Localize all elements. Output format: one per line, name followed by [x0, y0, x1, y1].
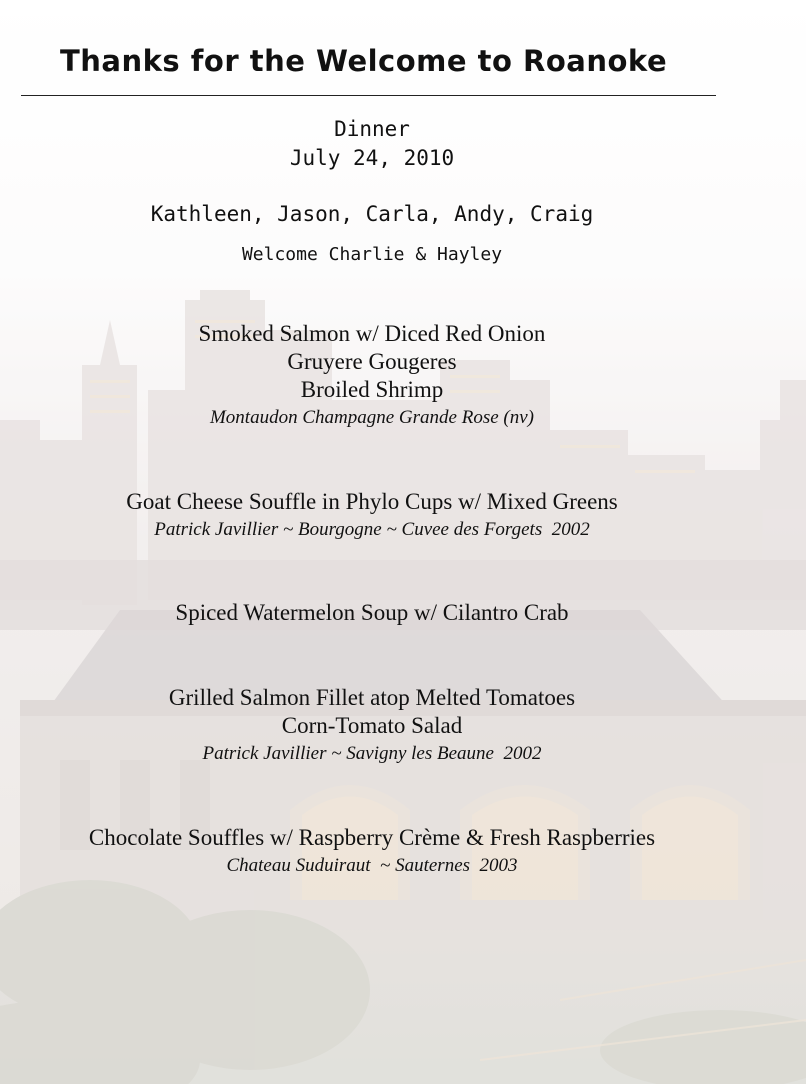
course-1-dish-3: Broiled Shrimp	[300, 377, 444, 402]
guest-list: Kathleen, Jason, Carla, Andy, Craig	[150, 202, 594, 226]
course-2-dish-1: Goat Cheese Souffle in Phylo Cups w/ Mixed Greens	[126, 489, 618, 514]
course-1-dish-1: Smoked Salmon w/ Diced Red Onion	[198, 321, 546, 346]
course-4-dish-2: Corn-Tomato Salad	[281, 713, 463, 738]
course-4-dish-1: Grilled Salmon Fillet atop Melted Tomatoes	[168, 685, 576, 710]
course-1-dish-2: Gruyere Gougeres	[287, 349, 457, 374]
event-date: July 24, 2010	[289, 146, 455, 170]
course-2-wine: Patrick Javillier ~ Bourgogne ~ Cuvee des Forgets 2002	[154, 519, 590, 540]
course-3-dish-1: Spiced Watermelon Soup w/ Cilantro Crab	[175, 600, 569, 625]
title-divider	[21, 95, 716, 96]
course-5-wine: Chateau Suduiraut ~ Sauternes 2003	[226, 855, 518, 876]
course-4-wine: Patrick Javillier ~ Savigny les Beaune 2002	[202, 743, 542, 764]
course-1-wine: Montaudon Champagne Grande Rose (nv)	[209, 407, 534, 428]
meal-label: Dinner	[334, 117, 410, 141]
course-5-dish-1: Chocolate Souffles w/ Raspberry Crème & Fresh Raspberries	[88, 825, 656, 850]
page-title: Thanks for the Welcome to Roanoke	[60, 44, 668, 78]
welcome-line: Welcome Charlie & Hayley	[241, 244, 503, 265]
